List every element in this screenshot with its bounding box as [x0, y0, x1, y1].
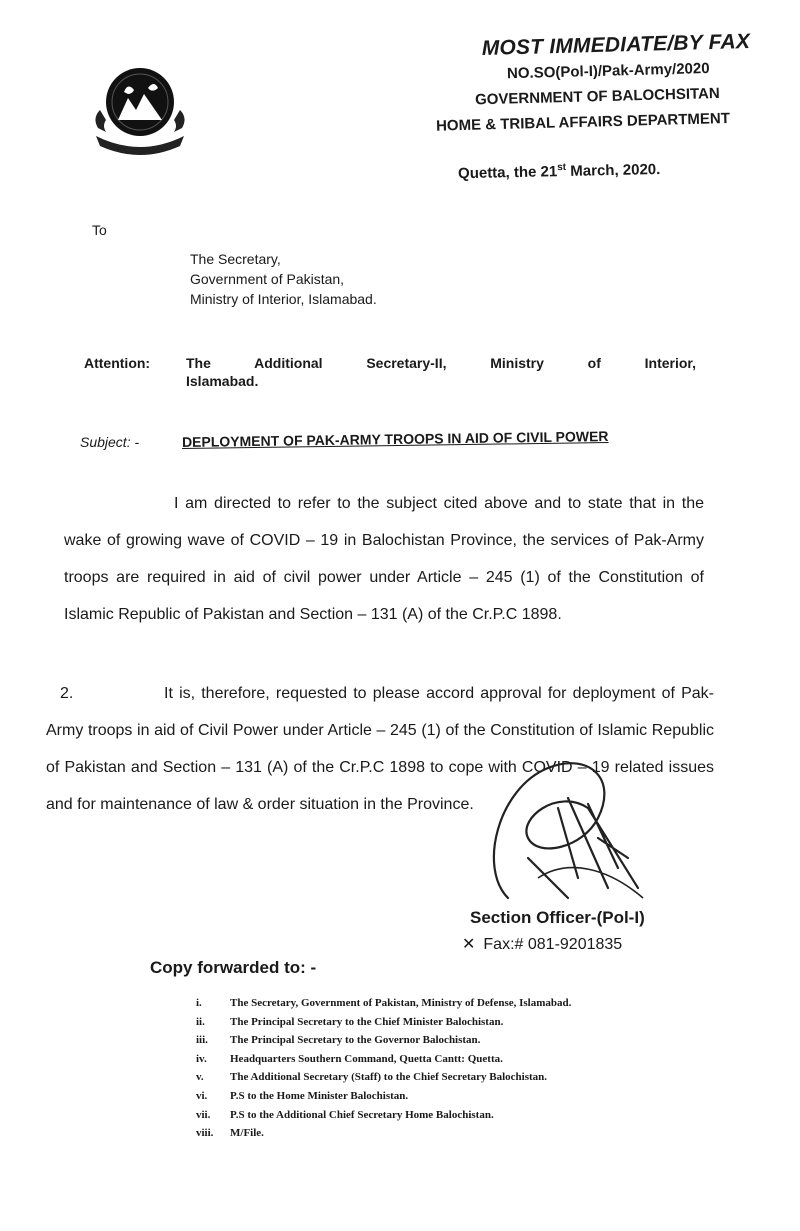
paragraph-2-text: It is, therefore, requested to please accord approval for deployment of Pak-Army troops in aid of Civil Power under Article – 245 (1) of the Constitution of Islamic Republic of Pakistan and Section – 131 (A) of the Cr.P.C 1898 to cope with COVID – 19 related issues and for maintenance of law & order situation in the Province.: [46, 685, 714, 813]
copy-list-item: [196, 1050, 736, 1069]
copy-item-number: ii.: [196, 1015, 205, 1028]
fax-icon: ✕: [462, 936, 476, 953]
copy-list-item: [196, 1106, 736, 1125]
copy-list-item: [196, 1013, 736, 1032]
copy-item-text: P.S to the Home Minister Balochistan.: [230, 1089, 409, 1102]
copy-item-text: P.S to the Additional Chief Secretary Home Balochistan.: [230, 1108, 494, 1121]
copy-list-item: [196, 1124, 736, 1143]
department-name: HOME & TRIBAL AFFAIRS DEPARTMENT: [435, 110, 731, 135]
copy-item-number: i.: [196, 997, 202, 1009]
copy-item-text: Headquarters Southern Command, Quetta Cantt: Quetta.: [230, 1052, 503, 1065]
attention-line-2: Islamabad.: [186, 373, 259, 389]
copy-item-text: The Additional Secretary (Staff) to the Chief Secretary Balochistan.: [230, 1071, 548, 1084]
copy-item-number: vi.: [196, 1089, 208, 1102]
recipient-line-2: Government of Pakistan,: [190, 271, 345, 287]
fax-text: Fax:# 081-9201835: [483, 936, 623, 953]
letter-date: [458, 160, 661, 182]
copy-list-item: [196, 994, 736, 1013]
copy-forwarded-title: Copy forwarded to: -: [150, 958, 317, 977]
copy-item-number: iv.: [196, 1052, 207, 1065]
copy-item-text: M/File.: [230, 1127, 264, 1140]
copy-item-text: The Principal Secretary to the Governor Balochistan.: [230, 1034, 481, 1047]
copy-item-text: The Secretary, Government of Pakistan, Ministry of Defense, Islamabad.: [230, 997, 572, 1009]
reference-number: NO.SO(Pol-I)/Pak-Army/2020: [507, 60, 711, 83]
handwritten-signature: [468, 748, 668, 908]
government-name: GOVERNMENT OF BALOCHSITAN: [475, 85, 721, 109]
paragraph-2-number: 2.: [60, 685, 74, 702]
copy-forwarded-list: [196, 994, 736, 1143]
priority-heading: MOST IMMEDIATE/BY FAX: [481, 30, 751, 61]
copy-item-number: viii.: [196, 1127, 214, 1140]
copy-list-item: [196, 1068, 736, 1087]
recipient-line-3: Ministry of Interior, Islamabad.: [190, 291, 377, 307]
attention-label: Attention:: [84, 355, 151, 371]
date-prefix: Quetta, the 21: [457, 163, 558, 183]
recipient-line-1: The Secretary,: [190, 251, 281, 267]
to-label: To: [92, 222, 107, 238]
copy-list-item: [196, 1087, 736, 1106]
subject-label: Subject: -: [80, 434, 140, 450]
copy-list-item: [196, 1031, 736, 1050]
copy-item-number: vii.: [196, 1108, 211, 1121]
government-emblem-icon: [88, 58, 192, 162]
copy-item-text: The Principal Secretary to the Chief Minister Balochistan.: [230, 1015, 504, 1028]
body-paragraph-1: I am directed to refer to the subject cited above and to state that in the wake of growing wave of COVID – 19 in Balochistan Province, the services of Pak-Army troops are required in aid of civil power under Article – 245 (1) of the Constitution of Islamic Republic of Pakistan and Section – 131 (A) of the Cr.P.C 1898.: [64, 495, 704, 623]
fax-number: [462, 934, 622, 954]
copy-item-number: v.: [196, 1071, 204, 1084]
date-suffix-sup: st: [556, 161, 566, 174]
attention-line-1: The Additional Secretary-II, Ministry of Interior,: [186, 355, 696, 371]
subject-text: DEPLOYMENT OF PAK-ARMY TROOPS IN AID OF CIVIL POWER: [181, 428, 609, 450]
signatory-designation: Section Officer-(Pol-I): [470, 908, 645, 927]
copy-item-number: iii.: [196, 1034, 208, 1047]
date-suffix: March, 2020.: [565, 161, 661, 180]
